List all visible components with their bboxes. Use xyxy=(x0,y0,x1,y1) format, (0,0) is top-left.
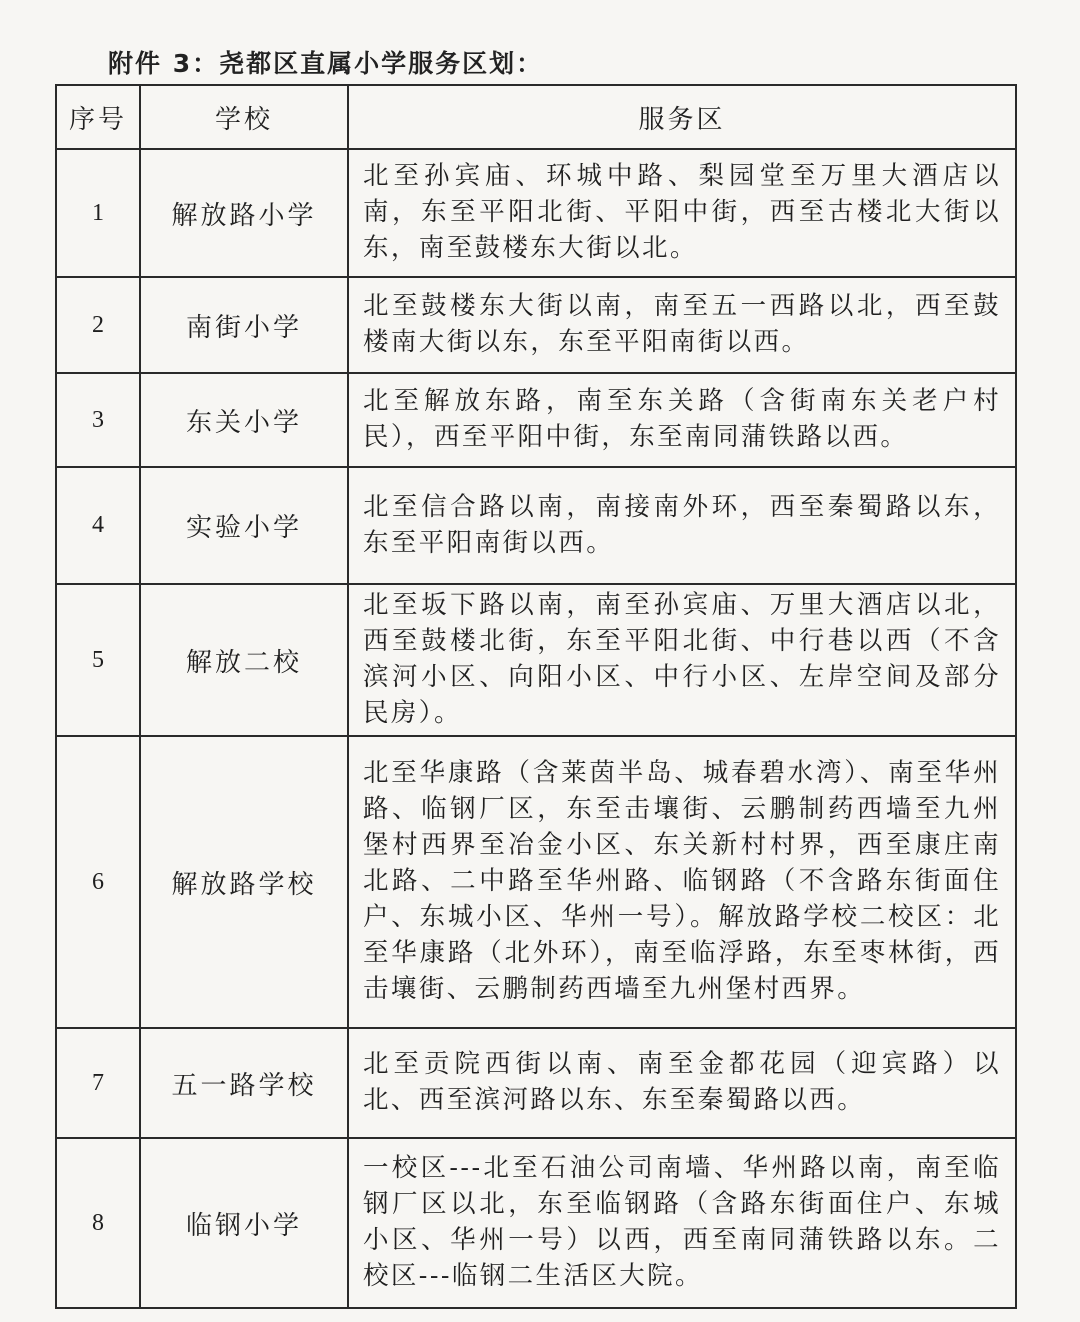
row-service-area: 北至鼓楼东大街以南，南至五一西路以北，西至鼓楼南大街以东，东至平阳南街以西。 xyxy=(348,277,1016,373)
row-school: 临钢小学 xyxy=(140,1138,348,1308)
row-index: 6 xyxy=(56,736,140,1028)
row-school: 五一路学校 xyxy=(140,1028,348,1138)
row-index: 7 xyxy=(56,1028,140,1138)
row-school: 解放路小学 xyxy=(140,149,348,277)
row-service-area: 北至华康路（含莱茵半岛、城春碧水湾）、南至华州路、临钢厂区，东至击壤街、云鹏制药西墙至九州堡村西界至冶金小区、东关新村村界，西至康庄南北路、二中路至华州路、临钢路（不含路东街面住户、东城小区、华州一号）。解放路学校二校区：北至华康路（北外环），南至临浮路，东至枣林街，西击壤街、云鹏制药西墙至九州堡村西界。 xyxy=(348,736,1016,1028)
row-index: 1 xyxy=(56,149,140,277)
header-index: 序号 xyxy=(56,85,140,149)
row-index: 2 xyxy=(56,277,140,373)
row-service-area: 一校区---北至石油公司南墙、华州路以南，南至临钢厂区以北，东至临钢路（含路东街面住户、东城小区、华州一号）以西，西至南同蒲铁路以东。二校区---临钢二生活区大院。 xyxy=(348,1138,1016,1308)
document-title: 附件 3：尧都区直属小学服务区划： xyxy=(108,49,544,78)
row-school: 解放二校 xyxy=(140,584,348,736)
row-service-area: 北至信合路以南，南接南外环，西至秦蜀路以东，东至平阳南街以西。 xyxy=(348,467,1016,584)
table-row xyxy=(56,1138,1016,1308)
row-index: 5 xyxy=(56,584,140,736)
table-row xyxy=(56,373,1016,467)
row-service-area: 北至解放东路，南至东关路（含街南东关老户村民），西至平阳中街，东至南同蒲铁路以西。 xyxy=(348,373,1016,467)
table-row xyxy=(56,467,1016,584)
row-school: 解放路学校 xyxy=(140,736,348,1028)
table-row xyxy=(56,584,1016,736)
row-service-area: 北至贡院西街以南、南至金都花园（迎宾路）以北、西至滨河路以东、东至秦蜀路以西。 xyxy=(348,1028,1016,1138)
header-school: 学校 xyxy=(140,85,348,149)
row-school: 东关小学 xyxy=(140,373,348,467)
table-header-row xyxy=(56,85,1016,149)
row-service-area: 北至坂下路以南，南至孙宾庙、万里大酒店以北，西至鼓楼北街，东至平阳北街、中行巷以西（不含滨河小区、向阳小区、中行小区、左岸空间及部分民房）。 xyxy=(348,584,1016,736)
row-service-area: 北至孙宾庙、环城中路、梨园堂至万里大酒店以南，东至平阳北街、平阳中街，西至古楼北大街以东，南至鼓楼东大街以北。 xyxy=(348,149,1016,277)
row-index: 8 xyxy=(56,1138,140,1308)
table-row xyxy=(56,277,1016,373)
table-row xyxy=(56,149,1016,277)
row-index: 3 xyxy=(56,373,140,467)
service-area-table xyxy=(55,84,1017,1309)
row-school: 南街小学 xyxy=(140,277,348,373)
table-row xyxy=(56,736,1016,1028)
row-index: 4 xyxy=(56,467,140,584)
row-school: 实验小学 xyxy=(140,467,348,584)
table-row xyxy=(56,1028,1016,1138)
header-service-area: 服务区 xyxy=(348,85,1016,149)
